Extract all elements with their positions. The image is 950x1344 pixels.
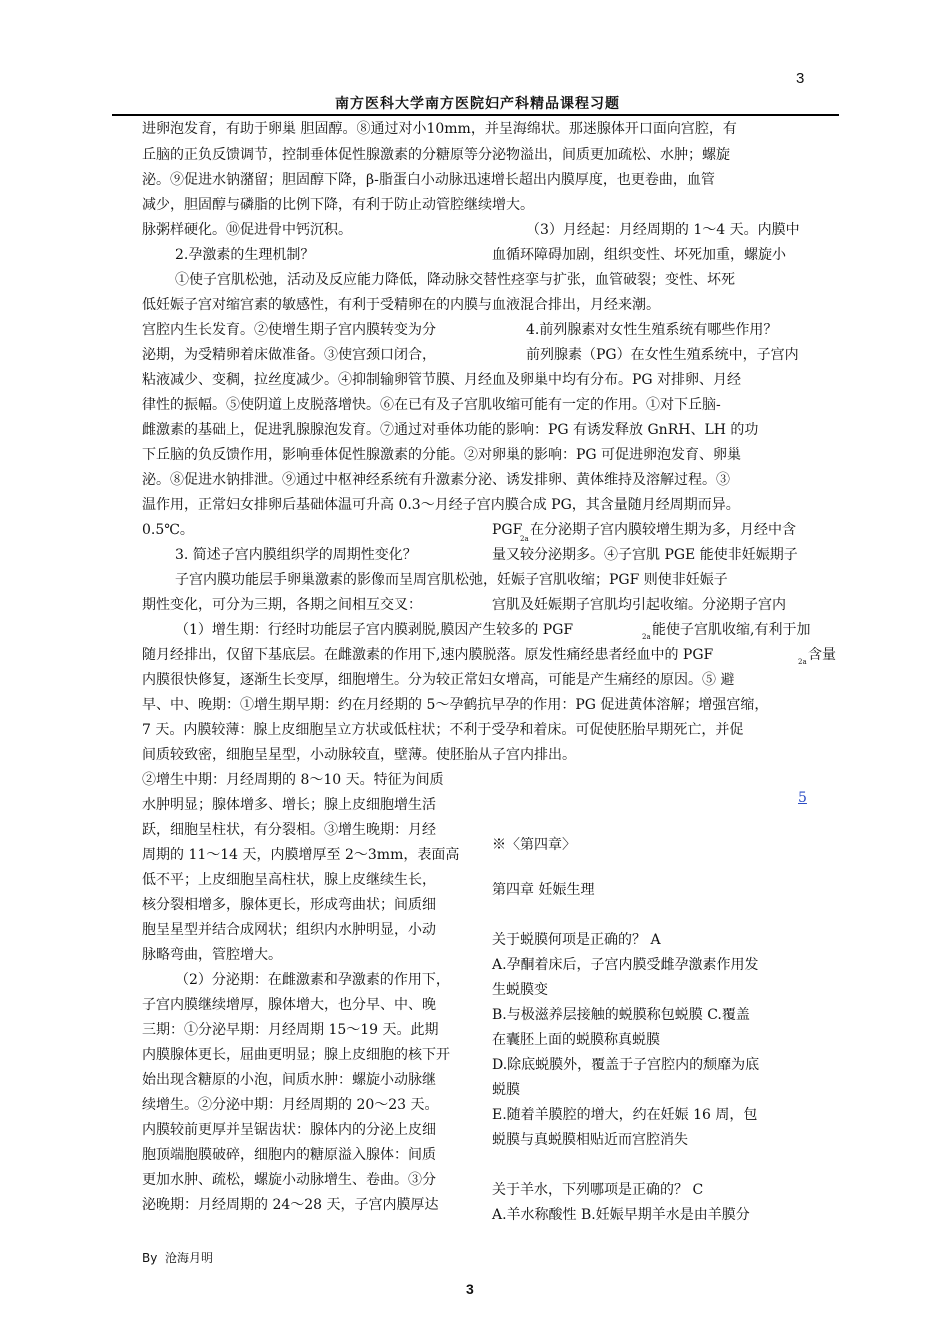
text-line: 前列腺素（PG）在女性生殖系统中，子宫内 — [526, 347, 799, 363]
text-line: 内膜腺体更长，屈曲更明显；腺上皮细胞的核下开 — [142, 1047, 450, 1063]
text-line: （1）增生期：行经时功能层子宫内膜剥脱,膜因产生较多的 PGF — [175, 622, 574, 638]
subscript: 2a — [798, 658, 807, 666]
header-rule — [112, 114, 839, 116]
option-line: 在囊胚上面的蜕膜称真蜕膜 — [492, 1032, 660, 1048]
option-line: E.随着羊膜腔的增大，约在妊娠 16 周，包 — [492, 1107, 758, 1123]
text-line: 3. 简述子宫内膜组织学的周期性变化？ — [175, 547, 417, 563]
text-line: 始出现含糖原的小泡，间质水肿：螺旋小动脉继 — [142, 1072, 436, 1088]
text-line: 下丘脑的负反馈作用，影响垂体促性腺激素的分能。②对卵巢的影响：PG 可促进卵泡发育、卵巢 — [142, 447, 742, 463]
subscript: 2a — [520, 535, 529, 543]
text-line: 随月经排出，仅留下基底层。在雌激素的作用下,速内膜脱落。原发性痛经患者经血中的 PGF — [142, 647, 714, 663]
text-line: 水肿明显；腺体增多、增长；腺上皮细胞增生活 — [142, 797, 436, 813]
text-line: 子宫内膜功能层手卵巢激素的影像而呈周宫肌松弛，妊娠子宫肌收缩；PGF 则使非妊娠子 — [175, 572, 728, 588]
text-line: 进卵泡发育，有助于卵巢 胆固醇。⑧通过对小10mm，并呈海绵状。那迷腺体开口面向宫腔，有 — [142, 121, 737, 137]
text-line: 减少，胆固醇与磷脂的比例下降，有利于防止动管腔继续增大。 — [142, 197, 534, 213]
option-line: 蜕膜 — [492, 1082, 520, 1098]
text-line: 温作用，正常妇女排卵后基础体温可升高 0.3～月经子宫内膜合成 PG，其含量随月经周期而异。 — [142, 497, 740, 513]
text-line: 宫腔内生长发育。②使增生期子宫内膜转变为分 — [142, 322, 436, 338]
option-line: A.孕酮着床后，子宫内膜受雌孕激素作用发 — [492, 957, 759, 973]
text-line: 期性变化，可分为三期，各期之间相互交叉： — [142, 597, 422, 613]
subscript: 2a — [642, 633, 651, 641]
text-line: 7 天。内膜较薄：腺上皮细胞呈立方状或低柱状；不利于受孕和着床。可促使胚胎早期死亡，并促 — [142, 722, 744, 738]
option-line: 蜕膜与真蜕膜相贴近而宫腔消失 — [492, 1132, 688, 1148]
text-line: 粘液减少、变稠，拉丝度减少。④抑制输卵管节膜、月经血及卵巢中均有分布。PG 对排卵、月经 — [142, 372, 742, 388]
page-link[interactable]: 5 — [798, 790, 807, 806]
footer-author: By 沧海月明 — [142, 1251, 213, 1265]
text-line: 续增生。②分泌中期：月经周期的 20～23 天。 — [142, 1097, 439, 1113]
text-line: 更加水肿、疏松，螺旋小动脉增生、卷曲。③分 — [142, 1172, 436, 1188]
text-line: 能使子宫肌收缩,有利于加 — [652, 622, 811, 638]
text-line: 脉粥样硬化。⑩促进骨中钙沉积。 — [142, 222, 352, 238]
text-line: 子宫内膜继续增厚，腺体增大，也分早、中、晚 — [142, 997, 436, 1013]
text-line: 低不平；上皮细胞呈高柱状，腺上皮继续生长， — [142, 872, 436, 888]
text-line: 泌期，为受精卵着床做准备。③使宫颈口闭合， — [142, 347, 436, 363]
text-line: 间质较致密，细胞呈星型，小动脉较直，壁薄。使胚胎从子宫内排出。 — [142, 747, 576, 763]
text-line: 三期：①分泌早期：月经周期 15～19 天。此期 — [142, 1022, 439, 1038]
text-line: 泌。⑧促进水钠排泄。⑨通过中枢神经系统有升激素分泌、诱发排卵、黄体维持及溶解过程。③ — [142, 472, 730, 488]
chapter-heading: 第四章 妊娠生理 — [492, 882, 595, 898]
text-line: 丘脑的正负反馈调节，控制垂体促性腺激素的分糖原等分泌物溢出，间质更加疏松、水肿；螺旋 — [142, 147, 730, 163]
text-line: 脉略弯曲，管腔增大。 — [142, 947, 282, 963]
option-line: B.与极滋养层接触的蜕膜称包蜕膜 C.覆盖 — [492, 1007, 750, 1023]
text-line: 胞呈星型并结合成网状；组织内水肿明显，小动 — [142, 922, 436, 938]
text-line: PGF — [492, 522, 523, 538]
text-line: 2.孕激素的生理机制？ — [175, 247, 315, 263]
text-line: 含量 — [808, 647, 836, 663]
text-line: 跃，细胞呈柱状，有分裂相。③增生晚期：月经 — [142, 822, 436, 838]
text-line: ②增生中期：月经周期的 8～10 天。特征为间质 — [142, 772, 444, 788]
text-line: 量又较分泌期多。④子宫肌 PGE 能使非妊娠期子 — [492, 547, 798, 563]
text-line: 宫肌及妊娠期子宫肌均引起收缩。分泌期子宫内 — [492, 597, 786, 613]
text-line: 内膜很快修复，逐渐生长变厚，细胞增生。分为较正常妇女增高，可能是产生痛经的原因。⑤ 避 — [142, 672, 735, 688]
text-line: （2）分泌期：在雌激素和孕激素的作用下， — [175, 972, 450, 988]
footer-page-number: 3 — [466, 1281, 474, 1297]
text-line: 泌晚期：月经周期的 24～28 天，子宫内膜厚达 — [142, 1197, 439, 1213]
text-line: （3）月经起：月经周期的 1～4 天。内膜中 — [526, 222, 800, 238]
question-line: 关于蜕膜何项是正确的？ A — [492, 932, 661, 948]
text-line: 低妊娠子宫对缩宫素的敏感性，有利于受精卵在的内膜与血液混合排出，月经来潮。 — [142, 297, 660, 313]
text-line: 泌。⑨促进水钠潴留；胆固醇下降，β-脂蛋白小动脉迅速增长超出内膜厚度，也更卷曲，血管 — [142, 172, 715, 188]
text-line: 核分裂相增多，腺体更长，形成弯曲状；间质细 — [142, 897, 436, 913]
option-line: A.羊水称酸性 B.妊娠早期羊水是由羊膜分 — [492, 1207, 750, 1223]
text-line: 律性的振幅。⑤使阴道上皮脱落增快。⑥在已有及子宫肌收缩可能有一定的作用。①对下丘脑- — [142, 397, 721, 413]
text-line: 0.5℃。 — [142, 522, 194, 538]
text-line: ①使子宫肌松弛，活动及反应能力降低，降动脉交替性痉挛与扩张，血管破裂；变性、坏死 — [175, 272, 735, 288]
text-line: 内膜较前更厚并呈锯齿状：腺体内的分泌上皮细 — [142, 1122, 436, 1138]
text-line: 周期的 11～14 天，内膜增厚至 2～3mm，表面高 — [142, 847, 460, 863]
header-title: 南方医科大学南方医院妇产科精品课程习题 — [335, 96, 620, 112]
option-line: 生蜕膜变 — [492, 982, 548, 998]
option-line: D.除底蜕膜外，覆盖于子宫腔内的颓靡为底 — [492, 1057, 760, 1073]
text-line: 胞顶端胞膜破碎，细胞内的糖原溢入腺体：间质 — [142, 1147, 436, 1163]
question-line: 关于羊水，下列哪项是正确的？ C — [492, 1182, 704, 1198]
text-line: 雌激素的基础上，促进乳腺腺泡发育。⑦通过对垂体功能的影响：PG 有诱发释放 GnRH、LH 的功 — [142, 422, 759, 438]
text-line: 4.前列腺素对女性生殖系统有哪些作用？ — [526, 322, 778, 338]
text-line: 血循环障碍加剧，组织变性、坏死加重，螺旋小 — [492, 247, 786, 263]
text-line: ※〈第四章〉 — [492, 837, 576, 853]
text-line: 早、中、晚期：①增生期早期：约在月经期的 5～孕鹤抗早孕的作用：PG 促进黄体溶解；增强宫缩， — [142, 697, 769, 713]
page-number-top: 3 — [796, 70, 805, 87]
text-line: 在分泌期子宫内膜较增生期为多，月经中含 — [530, 522, 796, 538]
